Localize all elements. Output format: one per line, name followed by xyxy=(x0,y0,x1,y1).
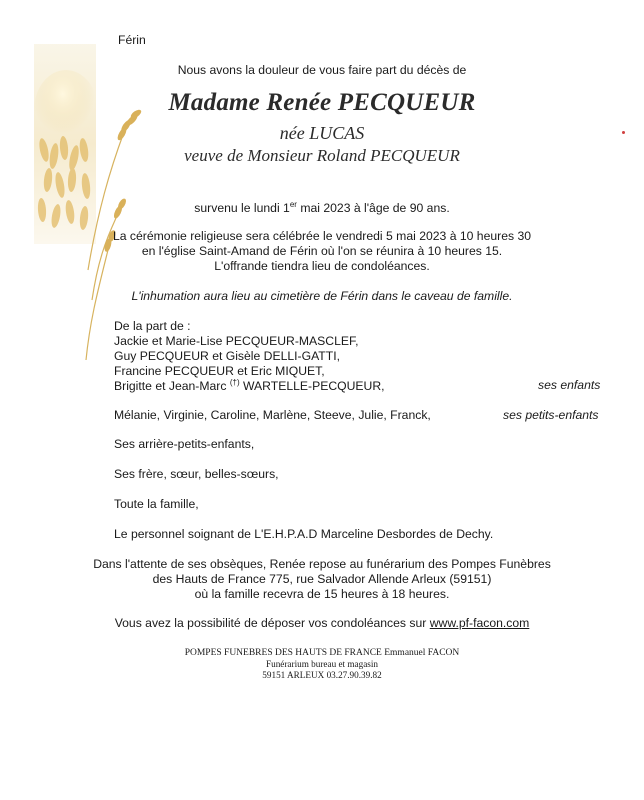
maiden-name: née LUCAS xyxy=(279,123,365,143)
deceased-name: Madame Renée PECQUEUR xyxy=(168,89,476,116)
intro-text: Nous avons la douleur de vous faire part du décès de xyxy=(177,63,467,77)
ceremony-line-3: L'offrande tiendra lieu de condoléances. xyxy=(214,259,430,273)
rest-line-1: Dans l'attente de ses obsèques, Renée repose au funérarium des Pompes Funèbres xyxy=(93,557,551,571)
grandchildren-label: ses petits-enfants xyxy=(503,408,599,422)
child-4 xyxy=(114,378,385,393)
condolences-text: Vous avez la possibilité de déposer vos condoléances sur xyxy=(114,616,430,630)
child-4-suffix: WARTELLE-PECQUEUR, xyxy=(239,379,385,394)
child-1: Jackie et Marie-Lise PECQUEUR-MASCLEF, xyxy=(114,334,359,348)
children-label: ses enfants xyxy=(538,378,601,392)
deceased-mark: (†) xyxy=(229,378,240,387)
ceremony-line-2: en l'église Saint-Amand de Férin où l'on se réunira à 10 heures 15. xyxy=(141,244,503,258)
care-staff: Le personnel soignant de L'E.H.P.A.D Marceline Desbordes de Dechy. xyxy=(114,527,494,541)
death-date-sup: er xyxy=(289,200,297,209)
footer-address: 59151 ARLEUX 03.27.90.39.82 xyxy=(262,670,382,680)
great-grandchildren: Ses arrière-petits-enfants, xyxy=(114,437,255,451)
child-3: Francine PECQUEUR et Eric MIQUET, xyxy=(114,364,325,378)
all-family: Toute la famille, xyxy=(114,497,199,511)
death-date-prefix: survenu le lundi 1 xyxy=(194,201,290,216)
siblings: Ses frère, sœur, belles-sœurs, xyxy=(114,467,279,481)
child-2: Guy PECQUEUR et Gisèle DELLI-GATTI, xyxy=(114,349,340,363)
widow-of: veuve de Monsieur Roland PECQUEUR xyxy=(184,146,460,165)
footer-company: POMPES FUNEBRES DES HAUTS DE FRANCE Emmanuel FACON xyxy=(184,648,460,658)
grandchildren: Mélanie, Virginie, Caroline, Marlène, Steeve, Julie, Franck, xyxy=(114,408,431,422)
ceremony-line-1: La cérémonie religieuse sera célébrée le vendredi 5 mai 2023 à 10 heures 30 xyxy=(112,229,532,243)
death-date-suffix: mai 2023 à l'âge de 90 ans. xyxy=(296,201,450,216)
condolences xyxy=(0,616,644,630)
rest-line-2: des Hauts de France 775, rue Salvador Allende Arleux (59151) xyxy=(152,572,492,586)
location: Férin xyxy=(118,33,146,47)
death-date xyxy=(0,200,644,215)
burial-text: L'inhumation aura lieu au cimetière de Férin dans le caveau de famille. xyxy=(131,289,513,303)
condolences-link[interactable]: www.pf-facon.com xyxy=(429,616,530,630)
family-heading: De la part de : xyxy=(114,319,191,333)
child-4-prefix: Brigitte et Jean-Marc xyxy=(114,379,230,394)
footer-services: Funérarium bureau et magasin xyxy=(266,659,378,669)
rest-line-3: où la famille recevra de 15 heures à 18 heures. xyxy=(194,587,450,601)
